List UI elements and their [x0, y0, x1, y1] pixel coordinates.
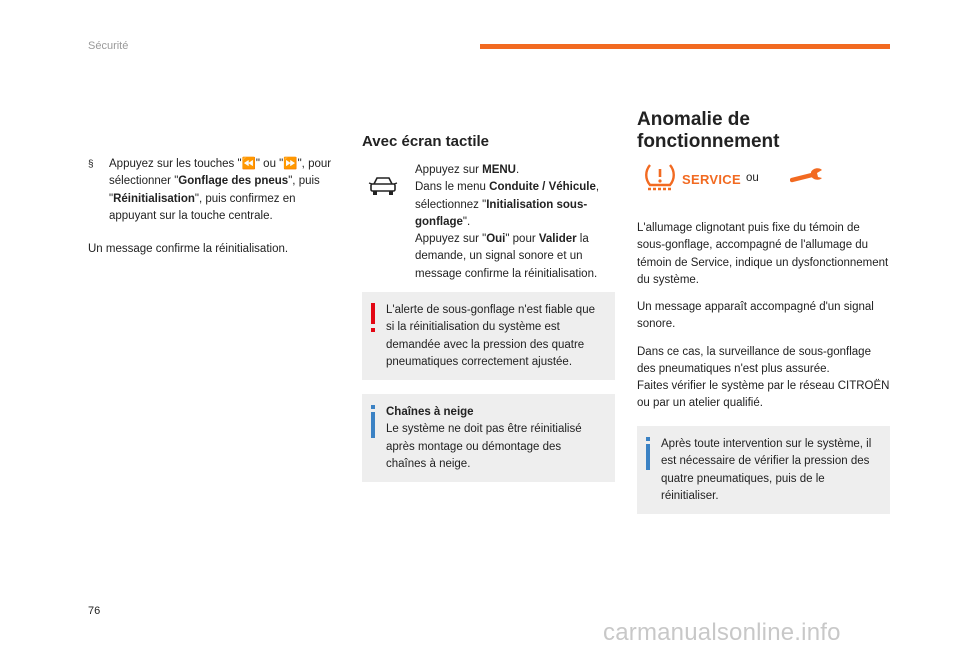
info-icon: [646, 437, 650, 471]
menu-path: Conduite / Véhicule: [489, 181, 596, 194]
text-fragment: Appuyez sur: [415, 164, 483, 176]
menu-label: MENU: [482, 164, 516, 176]
paragraph: Dans ce cas, la surveillance de sous-gonflage des pneumatiques n'est plus assurée.: [637, 345, 871, 375]
section-title: Sécurité: [88, 40, 129, 52]
malfunction-heading: [637, 109, 780, 153]
info-title: Chaînes à neige: [386, 406, 474, 418]
step-line: [415, 179, 615, 231]
heading-line: fonctionnement: [637, 130, 780, 152]
touchscreen-heading: Avec écran tactile: [362, 133, 490, 150]
paragraph: L'allumage clignotant puis fixe du témoin de sous-gonflage, accompagné de l'allumage du témoin de Service, indique un dysfonctionnement du système.: [637, 222, 889, 286]
info-text: Le système ne doit pas être réinitialisé après montage ou démontage des chaînes à neige.: [386, 423, 582, 470]
menu-option-init: Initialisation sous-gonflage: [415, 198, 588, 228]
car-icon: [368, 174, 398, 198]
confirm-message: Un message confirme la réinitialisation.: [88, 243, 289, 255]
text-fragment: ".: [462, 215, 471, 228]
instruction-text: [109, 156, 334, 225]
page-number: 76: [88, 605, 101, 617]
info-icon: [371, 405, 375, 439]
service-indicator: SERVICE: [682, 172, 741, 187]
rewind-icon: ⏪: [241, 158, 256, 170]
header-accent-bar: [480, 44, 890, 49]
menu-option-reinit: Réinitialisation: [113, 192, 195, 205]
text-fragment: Appuyez sur ": [415, 233, 487, 245]
column-1: [88, 156, 334, 258]
bullet-icon: §: [88, 159, 94, 170]
paragraph: Un message apparaît accompagné d'un signal sonore.: [637, 301, 874, 331]
validate-label: Valider: [538, 233, 577, 245]
text-fragment: Dans le menu: [415, 181, 490, 194]
step-line: [415, 162, 615, 179]
text-fragment: " pour: [505, 233, 539, 245]
text-fragment: ", puis confirmez en appuyant sur la touche centrale.: [109, 192, 296, 222]
instruction-bullet: [88, 156, 334, 225]
watermark: carmanualsonline.info: [603, 619, 841, 646]
step-line: [415, 231, 615, 283]
yes-label: Oui: [486, 233, 506, 245]
text-fragment: ", puis ": [109, 175, 320, 205]
snow-chains-info-box: [362, 394, 615, 482]
wrench-icon: [790, 166, 824, 186]
warning-text: L'alerte de sous-gonflage n'est fiable que si la réinitialisation du système est demandée avec la pression des quatre pneumatiques correctement ajustée.: [386, 304, 595, 368]
tire-pressure-warning-icon: [644, 162, 676, 192]
warning-box: [362, 292, 615, 380]
menu-option-gonflage: Gonflage des pneus: [178, 175, 289, 188]
maintenance-info-box: [637, 426, 890, 514]
text-fragment: " ou ": [255, 158, 284, 170]
text-fragment: ", pour sélectionner ": [109, 158, 332, 188]
text-fragment: .: [516, 164, 520, 176]
fast-forward-icon: ⏩: [283, 158, 298, 170]
paragraph: Faites vérifier le système par le réseau CITROËN ou par un atelier qualifié.: [637, 380, 890, 410]
or-label: ou: [746, 172, 759, 184]
malfunction-body: [637, 220, 891, 423]
text-fragment: la demande, un signal sonore et un message confirme la réinitialisation.: [415, 233, 598, 280]
text-fragment: , sélectionnez ": [415, 181, 600, 211]
text-fragment: Appuyez sur les touches ": [109, 158, 242, 170]
heading-line: Anomalie de: [637, 109, 750, 130]
touchscreen-steps: [415, 162, 615, 283]
info-text: Après toute intervention sur le système, il est nécessaire de vérifier la pression des quatre pneumatiques, puis de le réinitialiser.: [661, 438, 872, 502]
exclamation-icon: [371, 303, 375, 333]
